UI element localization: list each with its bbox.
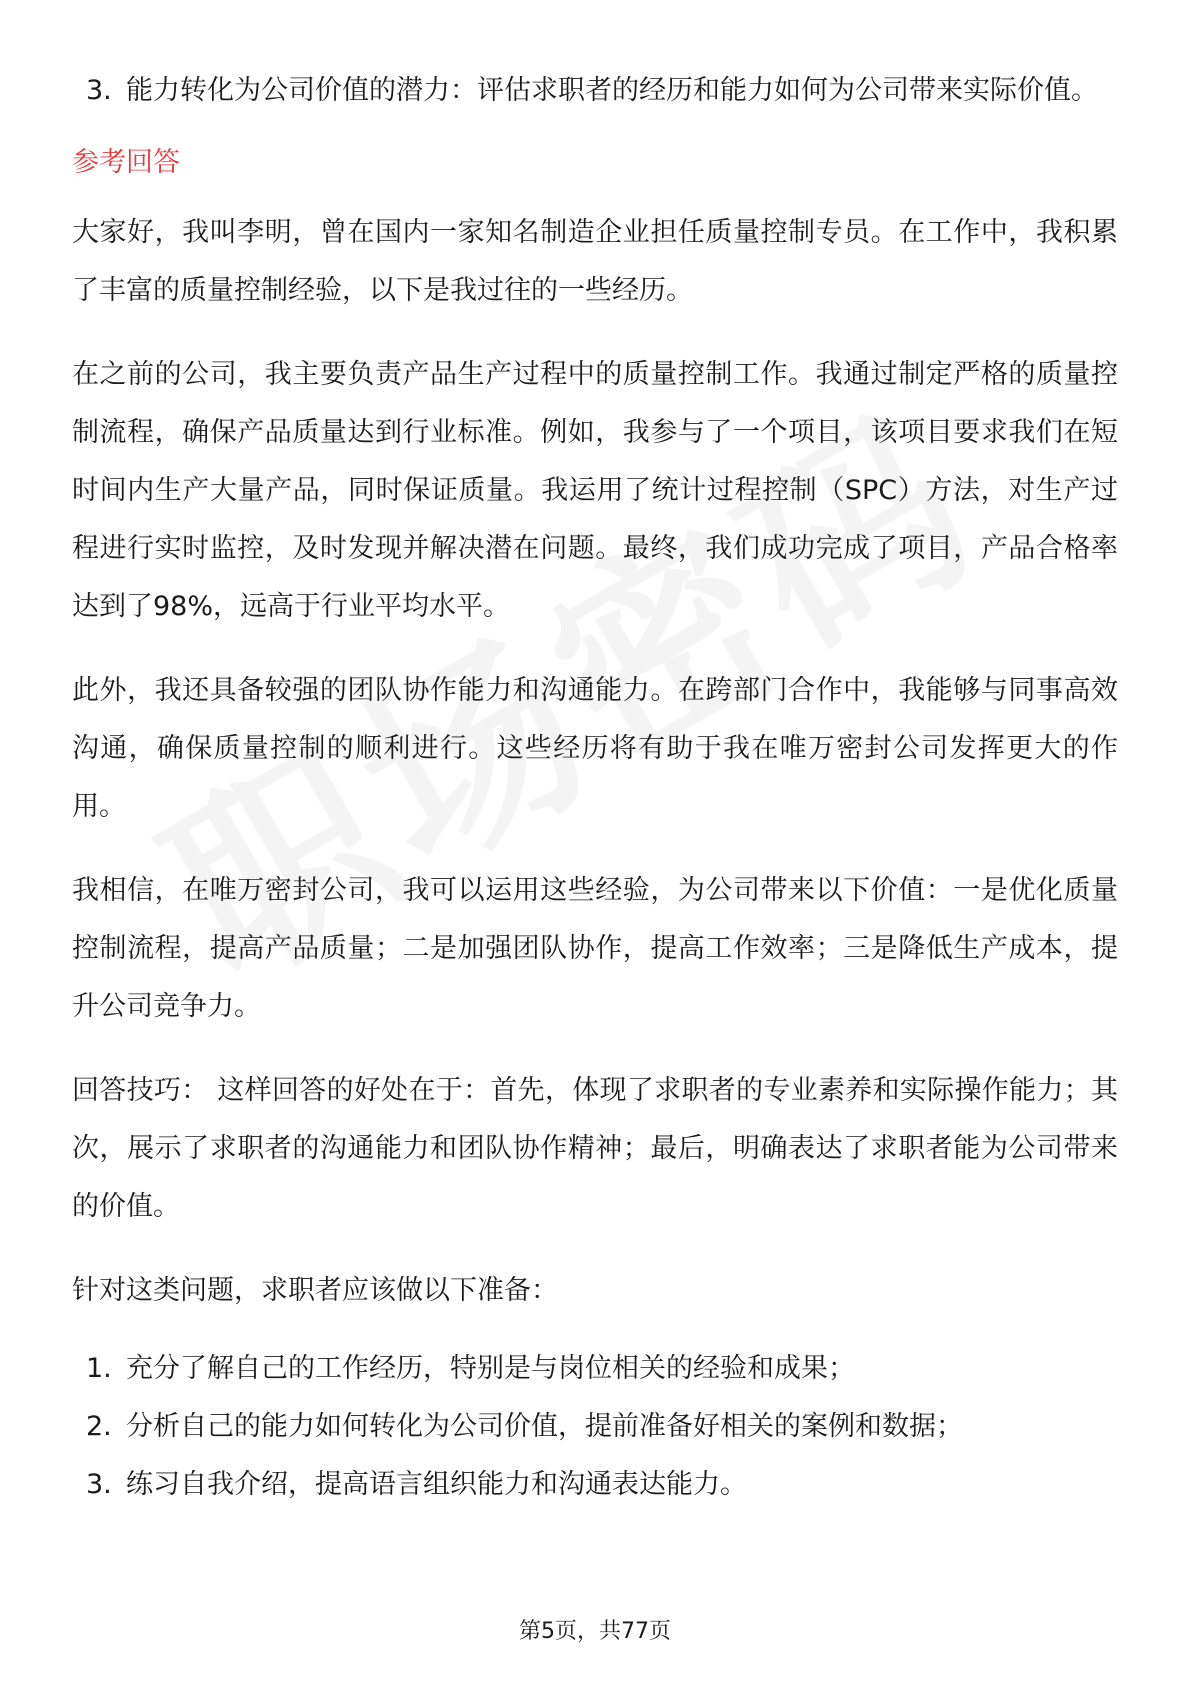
list-item-number: 2.	[86, 1411, 112, 1442]
list-item-text: 充分了解自己的工作经历，特别是与岗位相关的经验和成果；	[126, 1353, 855, 1384]
paragraph-intro: 大家好，我叫李明，曾在国内一家知名制造企业担任质量控制专员。在工作中，我积累了丰富的质量控制经验，以下是我过往的一些经历。	[72, 217, 1118, 306]
paragraph-prep-intro: 针对这类问题，求职者应该做以下准备：	[72, 1275, 558, 1306]
list-item	[72, 1456, 1118, 1514]
list-item	[72, 1340, 1118, 1398]
page-footer: 第5页，共77页	[519, 1619, 671, 1644]
list-item-text: 能力转化为公司价值的潜力：评估求职者的经历和能力如何为公司带来实际价值。	[126, 75, 1098, 106]
intro-list	[72, 62, 1118, 120]
paragraph-teamwork: 此外，我还具备较强的团队协作能力和沟通能力。在跨部门合作中，我能够与同事高效沟通，确保质量控制的顺利进行。这些经历将有助于我在唯万密封公司发挥更大的作用。	[72, 675, 1118, 822]
list-item-text: 分析自己的能力如何转化为公司价值，提前准备好相关的案例和数据；	[126, 1411, 963, 1442]
list-item-text: 练习自我介绍，提高语言组织能力和沟通表达能力。	[126, 1469, 747, 1500]
list-item	[72, 62, 1118, 120]
list-item-number: 1.	[86, 1353, 112, 1384]
list-item	[72, 1398, 1118, 1456]
list-item-number: 3.	[86, 1469, 112, 1500]
paragraph-value: 我相信，在唯万密封公司，我可以运用这些经验，为公司带来以下价值：一是优化质量控制流程，提高产品质量；二是加强团队协作，提高工作效率；三是降低生产成本，提升公司竞争力。	[72, 875, 1118, 1022]
list-item-number: 3.	[86, 75, 112, 106]
paragraph-experience: 在之前的公司，我主要负责产品生产过程中的质量控制工作。我通过制定严格的质量控制流程，确保产品质量达到行业标准。例如，我参与了一个项目，该项目要求我们在短时间内生产大量产品，同时保证质量。我运用了统计过程控制（SPC）方法，对生产过程进行实时监控，及时发现并解决潜在问题。最终，我们成功完成了项目，产品合格率达到了98%，远高于行业平均水平。	[72, 359, 1118, 622]
answer-heading: 参考回答	[72, 147, 180, 178]
prep-list	[72, 1340, 1118, 1514]
paragraph-tips: 回答技巧： 这样回答的好处在于：首先，体现了求职者的专业素养和实际操作能力；其次，展示了求职者的沟通能力和团队协作精神；最后，明确表达了求职者能为公司带来的价值。	[72, 1075, 1118, 1222]
page-content	[72, 62, 1118, 1514]
